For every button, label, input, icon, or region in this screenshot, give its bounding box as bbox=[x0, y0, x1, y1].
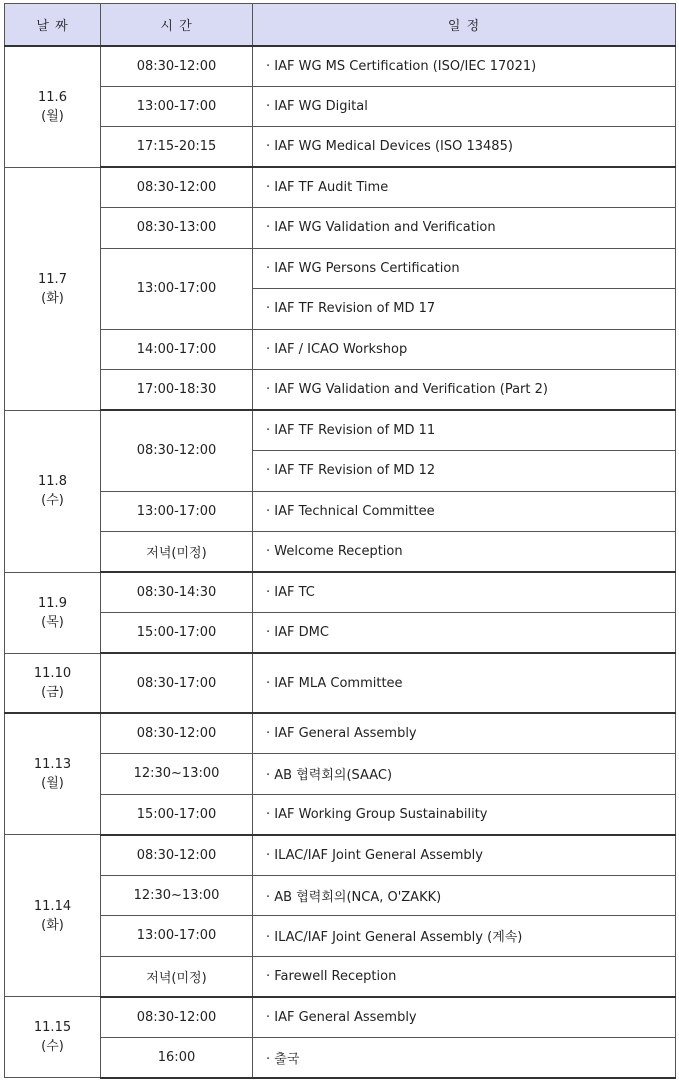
time-cell: 13:00-17:00 bbox=[101, 248, 253, 329]
table-row bbox=[5, 208, 676, 249]
time-cell: 08:30-12:00 bbox=[101, 713, 253, 754]
event-cell: · ILAC/IAF Joint General Assembly bbox=[253, 835, 676, 876]
day-weekday: (목) bbox=[41, 614, 64, 630]
event-cell: · IAF Working Group Sustainability bbox=[253, 794, 676, 835]
day-weekday: (금) bbox=[41, 684, 64, 700]
time-cell: 08:30-17:00 bbox=[101, 653, 253, 713]
time-cell: 15:00-17:00 bbox=[101, 613, 253, 654]
table-row bbox=[5, 835, 676, 876]
header-row bbox=[5, 4, 676, 46]
event-cell: · Welcome Reception bbox=[253, 532, 676, 573]
schedule-body bbox=[5, 46, 676, 1078]
event-cell: · IAF WG MS Certification (ISO/IEC 17021) bbox=[253, 46, 676, 87]
day-cell bbox=[5, 167, 101, 410]
event-cell: · IAF Technical Committee bbox=[253, 491, 676, 532]
event-cell: · IAF TF Revision of MD 17 bbox=[253, 289, 676, 330]
table-row bbox=[5, 956, 676, 997]
time-cell: 08:30-13:00 bbox=[101, 208, 253, 249]
event-cell: · IAF DMC bbox=[253, 613, 676, 654]
event-cell: · 출국 bbox=[253, 1037, 676, 1078]
time-cell: 12:30~13:00 bbox=[101, 875, 253, 916]
event-cell: · IAF General Assembly bbox=[253, 997, 676, 1038]
day-cell bbox=[5, 46, 101, 168]
event-cell: · AB 협력회의(SAAC) bbox=[253, 754, 676, 795]
event-cell: · Farewell Reception bbox=[253, 956, 676, 997]
time-cell: 08:30-12:00 bbox=[101, 835, 253, 876]
event-cell: · IAF WG Validation and Verification (Part 2) bbox=[253, 370, 676, 411]
table-row bbox=[5, 167, 676, 208]
table-row bbox=[5, 329, 676, 370]
day-weekday: (월) bbox=[41, 108, 64, 124]
table-row bbox=[5, 1037, 676, 1078]
table-row bbox=[5, 370, 676, 411]
time-cell: 저녁(미정) bbox=[101, 956, 253, 997]
day-weekday: (화) bbox=[41, 917, 64, 933]
schedule-table bbox=[4, 3, 676, 1079]
table-row bbox=[5, 127, 676, 168]
event-cell: · ILAC/IAF Joint General Assembly (계속) bbox=[253, 916, 676, 957]
time-cell: 13:00-17:00 bbox=[101, 86, 253, 127]
event-cell: · IAF / ICAO Workshop bbox=[253, 329, 676, 370]
event-cell: · IAF WG Digital bbox=[253, 86, 676, 127]
table-row bbox=[5, 916, 676, 957]
day-date: 11.13 bbox=[33, 757, 72, 772]
table-row bbox=[5, 653, 676, 713]
table-row bbox=[5, 532, 676, 573]
event-cell: · IAF WG Persons Certification bbox=[253, 248, 676, 289]
day-weekday: (화) bbox=[41, 290, 64, 306]
event-cell: · IAF TC bbox=[253, 572, 676, 613]
time-cell: 15:00-17:00 bbox=[101, 794, 253, 835]
table-row bbox=[5, 410, 676, 451]
table-row bbox=[5, 572, 676, 613]
time-cell: 저녁(미정) bbox=[101, 532, 253, 573]
table-row bbox=[5, 754, 676, 795]
time-cell: 13:00-17:00 bbox=[101, 491, 253, 532]
day-weekday: (월) bbox=[41, 776, 64, 791]
day-cell bbox=[5, 835, 101, 997]
time-cell: 17:15-20:15 bbox=[101, 127, 253, 168]
event-cell: · IAF WG Validation and Verification bbox=[253, 208, 676, 249]
event-cell: · IAF TF Audit Time bbox=[253, 167, 676, 208]
event-cell: · AB 협력회의(NCA, O'ZAKK) bbox=[253, 875, 676, 916]
day-date: 11.14 bbox=[33, 898, 72, 914]
event-cell: · IAF WG Medical Devices (ISO 13485) bbox=[253, 127, 676, 168]
day-date: 11.8 bbox=[38, 474, 67, 489]
day-weekday: (수) bbox=[41, 1039, 64, 1054]
day-cell bbox=[5, 713, 101, 835]
time-cell: 14:00-17:00 bbox=[101, 329, 253, 370]
day-date: 11.9 bbox=[38, 595, 67, 611]
time-cell: 08:30-12:00 bbox=[101, 410, 253, 491]
time-cell: 17:00-18:30 bbox=[101, 370, 253, 411]
table-row bbox=[5, 875, 676, 916]
day-cell bbox=[5, 653, 101, 713]
event-cell: · IAF TF Revision of MD 11 bbox=[253, 410, 676, 451]
time-cell: 12:30~13:00 bbox=[101, 754, 253, 795]
time-column-header: 시 간 bbox=[101, 4, 253, 46]
day-cell bbox=[5, 997, 101, 1078]
day-date: 11.10 bbox=[33, 665, 72, 681]
table-row bbox=[5, 713, 676, 754]
table-row bbox=[5, 997, 676, 1038]
table-row bbox=[5, 46, 676, 87]
table-row bbox=[5, 86, 676, 127]
time-cell: 13:00-17:00 bbox=[101, 916, 253, 957]
table-row bbox=[5, 794, 676, 835]
event-cell: · IAF MLA Committee bbox=[253, 653, 676, 713]
time-cell: 08:30-12:00 bbox=[101, 997, 253, 1038]
table-row bbox=[5, 613, 676, 654]
day-cell bbox=[5, 572, 101, 653]
event-cell: · IAF General Assembly bbox=[253, 713, 676, 754]
day-cell bbox=[5, 410, 101, 572]
table-row bbox=[5, 491, 676, 532]
day-weekday: (수) bbox=[41, 493, 64, 508]
day-date: 11.6 bbox=[38, 89, 67, 105]
table-row bbox=[5, 248, 676, 289]
day-date: 11.15 bbox=[33, 1020, 72, 1035]
time-cell: 08:30-12:00 bbox=[101, 46, 253, 87]
day-date: 11.7 bbox=[38, 271, 67, 287]
time-cell: 16:00 bbox=[101, 1037, 253, 1078]
event-cell: · IAF TF Revision of MD 12 bbox=[253, 451, 676, 492]
date-column-header: 날 짜 bbox=[5, 4, 101, 46]
time-cell: 08:30-14:30 bbox=[101, 572, 253, 613]
event-column-header: 일 정 bbox=[253, 4, 676, 46]
time-cell: 08:30-12:00 bbox=[101, 167, 253, 208]
